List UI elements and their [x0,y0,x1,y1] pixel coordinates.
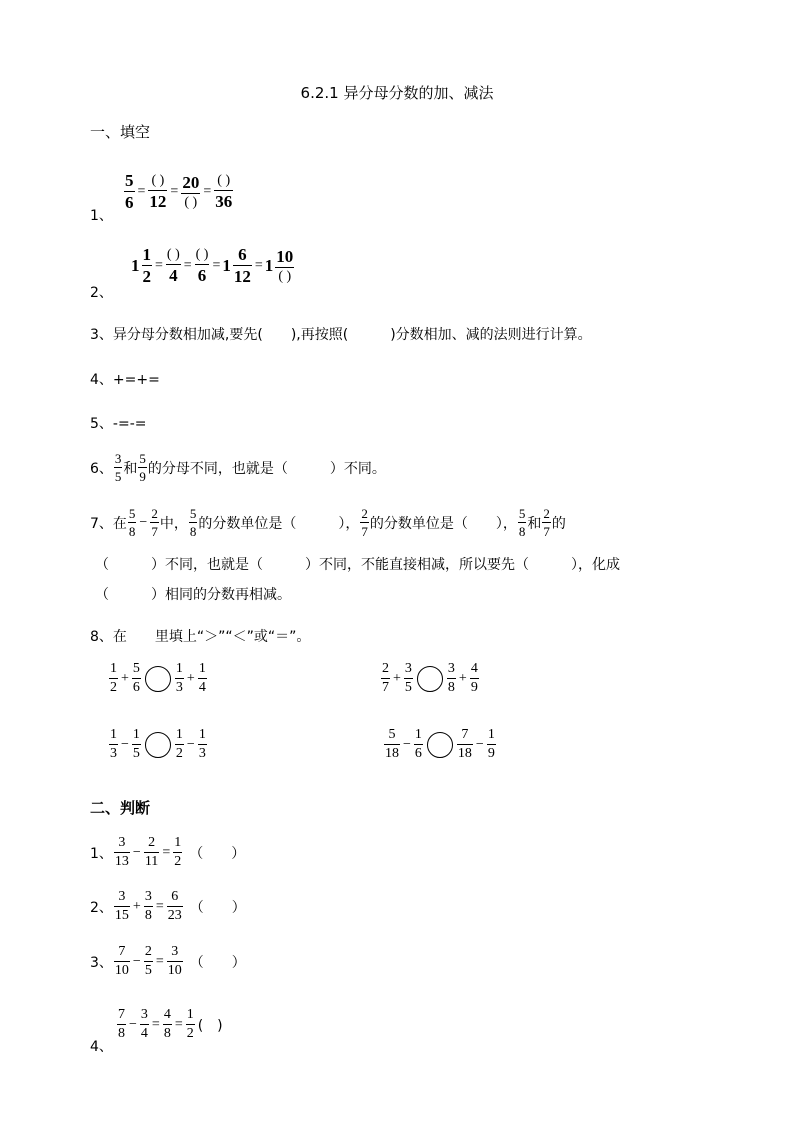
numerator: 5 [132,661,140,676]
q6-rest-text: 的分母不同，也就是（ ）不同。 [147,460,386,477]
q1-expression [123,172,234,211]
denominator: 12 [233,267,251,286]
minus-sign: − [186,736,195,752]
fraction-a [381,662,390,695]
minus-sign: − [475,736,484,752]
compare-circle[interactable] [417,666,443,692]
denominator: 6 [132,680,140,695]
equals-sign: = [183,257,192,273]
q7-fraction-1 [128,507,137,538]
numerator: 1 [414,727,422,742]
numerator: 3 [144,889,152,904]
numerator: 3 [404,661,412,676]
denominator: 8 [163,1026,171,1041]
denominator: 4 [166,264,181,284]
compare-item-4 [383,728,497,761]
compare-item-3 [108,728,208,761]
denominator: 4 [198,680,206,695]
fraction-b [144,890,153,923]
fraction-a [117,1008,126,1041]
compare-circle[interactable] [145,666,171,692]
numerator: 4 [470,661,478,676]
numerator: 5 [518,506,526,521]
denominator: 7 [151,524,158,539]
numerator: 1 [132,727,140,742]
minus-sign: − [121,736,129,752]
numerator: 1 [142,245,151,264]
minus-sign: − [132,844,141,860]
fraction-d [487,728,496,761]
numerator: 3 [447,661,455,676]
q2-expression [131,246,295,285]
numerator: 3 [171,944,179,959]
denominator: 6 [195,264,210,284]
fraction-a [384,728,400,761]
denominator: 3 [198,746,206,761]
q7-text-4: 和 [527,515,542,532]
denominator: 23 [167,908,182,923]
numerator: 3 [118,889,126,904]
q1-fraction-1 [124,172,135,211]
fraction-c [167,890,183,923]
fraction-d [186,1008,195,1041]
numerator: 1 [110,727,117,742]
fraction-b [144,945,153,978]
q1-fraction-3 [181,174,200,210]
judge-number: 2、 [90,899,113,916]
judge-number: 3、 [90,954,113,971]
minus-sign: − [139,514,148,530]
answer-blank[interactable]: ( ) [197,1017,223,1034]
plus-sign: + [132,898,141,914]
numerator: 3 [114,451,122,466]
numerator: 2 [361,506,368,521]
denominator: 5 [132,746,140,761]
numerator: 1 [175,661,183,676]
numerator: 1 [110,661,117,676]
equals-sign: = [254,257,263,273]
compare-circle[interactable] [145,732,171,758]
fraction-b [140,1008,149,1041]
q1-fraction-4 [214,174,233,210]
page-title: 6.2.1 异分母分数的加、减法 [300,84,494,102]
denominator: 10 [114,963,129,978]
denominator: 7 [382,680,389,695]
numerator: 2 [382,661,389,676]
fraction-d [198,662,207,695]
fraction-a [109,662,118,695]
answer-blank[interactable]: （ ） [189,954,246,971]
denominator: 8 [128,524,136,539]
equals-sign: = [155,953,164,969]
numerator: 1 [198,661,206,676]
whole-number: 1 [131,255,140,275]
and-word: 和 [123,460,138,477]
numerator-blank[interactable]: ( ) [166,246,180,262]
numerator-blank[interactable]: ( ) [217,172,231,188]
denominator: 10 [167,963,182,978]
equals-sign: = [137,183,146,199]
denominator-blank[interactable]: ( ) [275,267,294,284]
q7-fraction-6 [542,507,551,538]
q2-fraction-5 [275,248,294,284]
numerator: 1 [174,835,182,850]
whole-number: 1 [264,255,274,275]
denominator: 2 [142,267,151,286]
numerator: 2 [144,944,152,959]
fraction-c [173,836,182,869]
section-heading-judge: 二、判断 [90,799,151,817]
numerator: 3 [140,1007,148,1022]
plus-sign: + [458,670,467,686]
compare-item-2 [380,662,480,695]
denominator: 15 [114,908,129,923]
fraction-b [414,728,423,761]
judge-4-number: 4、 [90,1039,113,1055]
denominator: 18 [385,746,399,761]
numerator: 6 [238,245,247,264]
denominator: 5 [404,680,412,695]
denominator: 2 [110,680,117,695]
fraction-d [198,728,207,761]
numerator: 20 [182,172,200,192]
numerator: 3 [118,835,126,850]
judge-item-2 [90,890,246,923]
denominator: 3 [175,680,183,695]
denominator: 9 [470,680,478,695]
fraction-c [175,728,184,761]
denominator: 12 [149,191,167,211]
equals-sign: = [170,183,179,199]
denominator: 7 [361,524,368,539]
fraction-d [470,662,479,695]
fraction-c [167,945,183,978]
denominator: 2 [174,854,182,869]
numerator: 4 [163,1007,171,1022]
plus-sign: + [186,670,195,686]
fraction-b [132,728,141,761]
q2-fraction-2 [166,248,181,284]
q7-text-5: 的 [551,515,566,532]
numerator-blank[interactable]: ( ) [151,172,165,188]
denominator: 5 [144,963,152,978]
equals-sign: = [155,257,163,273]
whole-number: 1 [222,255,231,275]
q7-text-1: 中， [159,515,188,532]
fraction-b [404,662,413,695]
fraction-c [175,662,184,695]
fraction-b [132,662,141,695]
equals-sign: = [162,844,171,860]
denominator: 11 [144,854,159,869]
denominator-blank[interactable]: ( ) [181,193,200,210]
q4-text: 4、+=+= [90,372,160,388]
q2-number: 2、 [90,285,113,301]
denominator: 6 [414,746,422,761]
minus-sign: − [129,1016,137,1032]
denominator: 8 [447,680,455,695]
q6-fraction-1 [114,452,123,483]
q8-text: 8、在 里填上“＞”“＜”或“＝”。 [90,629,311,645]
fraction-a [114,836,130,869]
equals-sign: = [174,1016,183,1032]
q2-fraction-3 [195,248,210,284]
numerator: 5 [189,506,197,521]
fraction-c [447,662,456,695]
q7-fraction-3 [189,507,198,538]
denominator: 9 [487,746,495,761]
fraction-c [163,1008,172,1041]
q7-line-1 [90,507,566,538]
compare-item-1 [108,662,208,695]
judge-item-4 [116,1008,223,1041]
equals-sign: = [151,1016,160,1032]
numerator: 5 [388,727,396,742]
minus-sign: − [132,953,141,969]
numerator: 2 [151,506,158,521]
compare-circle[interactable] [427,732,453,758]
plus-sign: + [393,670,401,686]
q6-line [90,452,386,483]
fraction-a [114,890,130,923]
q2-fraction-4 [233,246,252,285]
numerator: 1 [487,727,495,742]
denominator: 2 [186,1026,194,1041]
denominator: 5 [114,469,122,484]
q7-fraction-5 [518,507,527,538]
answer-blank[interactable]: （ ） [189,845,246,862]
numerator: 7 [461,727,469,742]
numerator: 1 [186,1007,194,1022]
q7-text-3: 的分数单位是（ ）， [369,515,517,532]
denominator: 3 [110,746,117,761]
numerator-blank[interactable]: ( ) [195,246,209,262]
section-heading-fill-blank: 一、填空 [90,123,151,141]
numerator: 2 [543,506,550,521]
q1-number: 1、 [90,208,113,224]
fraction-c [457,728,473,761]
equals-sign: = [203,183,212,199]
denominator: 36 [215,191,233,211]
judge-item-1 [90,836,245,869]
denominator: 8 [518,524,526,539]
numerator: 7 [118,944,126,959]
q6-fraction-2 [138,452,147,483]
fraction-a [109,728,118,761]
numerator: 5 [139,451,146,466]
q2-fraction-1 [142,246,153,285]
plus-sign: + [121,670,129,686]
fraction-a [114,945,130,978]
denominator: 2 [175,746,183,761]
numerator: 2 [148,835,156,850]
q6-number: 6、 [90,460,113,477]
judge-item-3 [90,945,246,978]
q3-text: 3、异分母分数相加减,要先( ),再按照( )分数相加、减的法则进行计算。 [90,327,592,343]
answer-blank[interactable]: （ ） [189,899,246,916]
denominator: 18 [457,746,472,761]
numerator: 6 [171,889,179,904]
equals-sign: = [155,898,164,914]
fraction-b [144,836,159,869]
denominator: 7 [543,524,550,539]
q7-line-3: （ ）相同的分数再相减。 [95,587,291,603]
q7-fraction-2 [150,507,159,538]
q7-fraction-4 [360,507,369,538]
numerator: 5 [128,506,136,521]
denominator: 9 [139,469,146,484]
denominator: 8 [118,1026,125,1041]
denominator: 4 [140,1026,148,1041]
q1-fraction-2 [148,174,167,210]
equals-sign: = [212,257,221,273]
denominator: 8 [144,908,152,923]
q5-text: 5、-=-= [90,416,147,432]
denominator: 8 [189,524,197,539]
numerator: 7 [118,1007,125,1022]
q7-number: 7、在 [90,515,127,532]
denominator: 13 [114,854,129,869]
judge-number: 1、 [90,845,113,862]
minus-sign: − [403,736,411,752]
denominator: 6 [125,193,134,212]
numerator: 1 [175,727,183,742]
q7-text-2: 的分数单位是（ ）， [198,515,360,532]
numerator: 10 [276,246,294,266]
numerator: 5 [125,171,134,190]
numerator: 1 [198,727,206,742]
q7-line-2: （ ）不同，也就是（ ）不同，不能直接相减，所以要先（ ），化成 [95,557,620,573]
